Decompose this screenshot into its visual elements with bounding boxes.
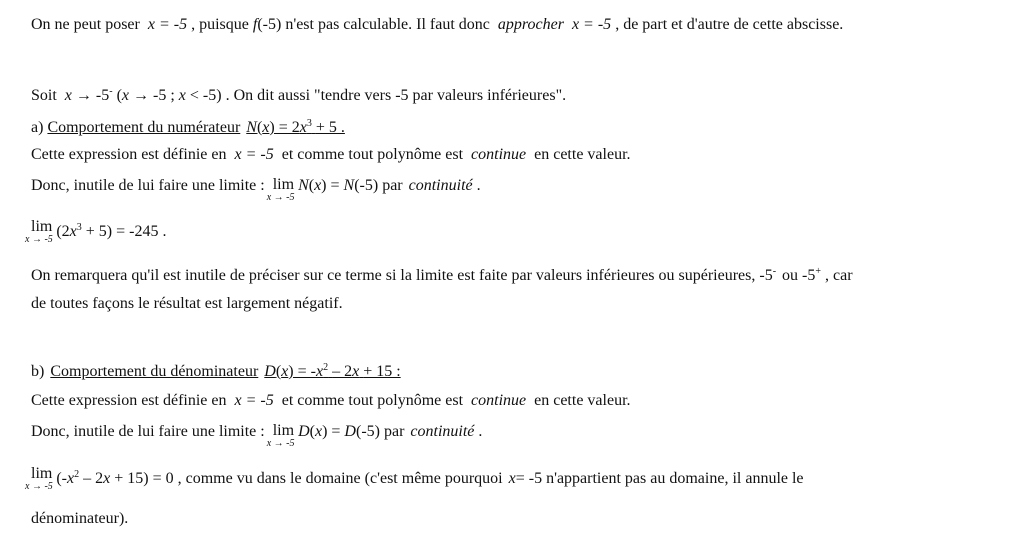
text: + 5) = -245 . [85,223,167,240]
superscript: 3 [76,222,82,233]
text: ( [309,423,315,440]
math-x: x [508,470,516,487]
text: ) = 2 [269,119,300,136]
text: en cette valeur. [534,146,631,163]
math-x: x [69,223,77,240]
section-a-limit [25,218,167,245]
text: (-5) par [354,177,403,194]
math-x: x [262,119,270,136]
math-x: x [64,87,72,104]
text: On remarquera qu'il est inutile de préciser sur ce terme si la limite est faite par valeurs inférieures ou supérieures, -5 [31,267,773,284]
math-x: x [121,87,130,104]
math-x-eq: x = -5 [571,16,612,33]
math-x: x [314,177,322,194]
math-x: x [178,87,186,104]
text: – 2 [83,470,104,487]
text: Cette expression est définie en [31,146,227,163]
text: + 5 . [315,119,345,136]
text: ou -5 [782,267,816,284]
text: – 2 [332,363,353,380]
superscript: - [109,86,113,97]
lim-subscript: x → -5 [25,234,53,245]
lim-label: lim [31,218,53,235]
text: en cette valeur. [534,392,631,409]
section-b-end: dénominateur). [31,510,129,527]
superscript: 2 [323,362,329,373]
text: ( [116,87,122,104]
text: < -5) . On dit aussi "tendre vers -5 par valeurs inférieures". [189,87,567,104]
math-N: N [246,119,257,136]
math-x: x [67,470,75,487]
section-a-donc [31,176,481,203]
math-D: D [298,423,310,440]
superscript: 3 [306,118,312,129]
section-title: Comportement du numérateur [47,119,241,136]
paragraph-soit [31,82,566,106]
lim-subscript: x → -5 [266,438,295,449]
lim-subscript: x → -5 [266,192,295,203]
math-x: x [103,470,111,487]
text: ) = [321,177,340,194]
text: et comme tout polynôme est [281,392,464,409]
section-b-heading [31,358,401,382]
math-D: D [344,423,356,440]
text: (- [56,470,67,487]
text: ( [256,119,263,136]
emphasis-continue: continue [471,146,527,163]
limit-operator [266,422,295,449]
lim-subscript: x → -5 [25,481,53,492]
text: . [476,177,481,194]
emphasis-continue: continue [471,392,527,409]
limit-operator [266,176,295,203]
math-arrow: → -5 [75,87,110,104]
text: Donc, inutile de lui faire une limite : [31,423,265,440]
lim-label: lim [272,176,295,193]
text: (-5) n'est pas calculable. Il faut donc [257,16,490,33]
section-a-definition [31,145,631,165]
math-N: N [298,177,309,194]
math-x: x [281,363,289,380]
text: Donc, inutile de lui faire une limite : [31,177,265,194]
text: ( [275,363,282,380]
text: ) = [322,423,341,440]
section-label: b) [31,363,45,380]
section-b-limit [25,465,804,492]
text: . [478,423,483,440]
text: = -5 n'appartient pas au domaine, il annule le [515,470,804,487]
section-a-heading [31,114,345,138]
text: ) = - [288,363,316,380]
emphasis-continuite: continuité [408,177,473,194]
text: + 15) = 0 , comme vu dans le domaine (c'est même pourquoi [114,470,503,487]
text: + 15 : [363,363,401,380]
text: On ne peut poser [31,16,140,33]
math-x-eq: x = -5 [147,16,188,33]
limit-operator [25,218,53,245]
math-x: x [299,119,307,136]
text: ( [308,177,315,194]
lim-label: lim [272,422,295,439]
superscript: + [815,266,822,277]
math-N: N [343,177,355,194]
math-x: x [314,423,323,440]
text: Soit [31,87,57,104]
emphasis-approcher: approcher [497,16,564,33]
section-label: a) [31,119,44,136]
text: , de part et d'autre de cette abscisse. [615,16,844,33]
math-x: x [315,363,324,380]
limit-operator [25,465,53,492]
section-a-remark-cont: de toutes façons le résultat est largement négatif. [31,295,343,312]
math-x-eq: x = -5 [234,392,274,409]
text: → -5 ; [133,87,175,104]
math-x-eq: x = -5 [234,146,274,163]
superscript: - [772,266,777,277]
emphasis-continuite: continuité [410,423,475,440]
superscript: 2 [74,469,80,480]
paragraph-intro [31,15,843,35]
text: , car [825,267,853,284]
lim-label: lim [31,465,53,482]
section-a-remark [31,262,853,286]
section-b-definition [31,391,631,411]
text: (-5) par [355,423,405,440]
section-title: Comportement du dénominateur [50,363,259,380]
text: et comme tout polynôme est [281,146,464,163]
math-f: f [252,16,258,33]
math-x: x [352,363,360,380]
text: (2 [56,223,70,240]
math-D: D [264,363,276,380]
text: Cette expression est définie en [31,392,227,409]
section-b-donc [31,422,483,449]
text: , puisque [191,16,249,33]
